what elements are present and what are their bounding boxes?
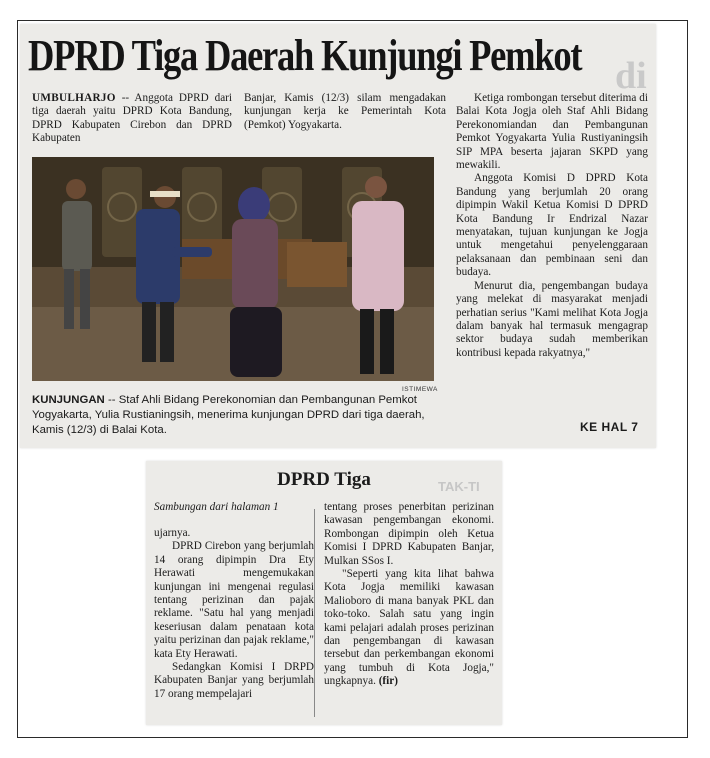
- dateline: UMBULHARJO: [32, 92, 116, 104]
- paragraph: DPRD Cirebon yang berjumlah 14 orang dipimpin Dra Ety Herawati mengemukakan kunjungan ini mengenai regulasi tentang perizinan dan pajak reklame. "Satu hal yang menjadi keseriusan dalam penataan kota yaitu perizinan dan pajak reklame," kata Ety Herawati.: [154, 540, 314, 660]
- main-article-clipping: [20, 24, 656, 448]
- paragraph: tentang proses penerbitan perizinan kawasan pengembangan ekonomi. Rombongan dipimpin oleh Ketua Komisi I DPRD Kabupaten Banjar, Mulkan SSos I.: [324, 501, 494, 567]
- paragraph: Anggota Komisi D DPRD Kota Bandung yang berjumlah 20 orang dipimpin Wakil Ketua Komisi D DPRD Kota Bandung Ir Endrizal Nazar menyatakan, tujuan kunjungan ke Jogja untuk mengetahui penyelenggaraan pelaksanaan dan pembinaan seni dan budaya.: [456, 172, 648, 279]
- news-photo: [32, 157, 434, 381]
- caption-text: -- Staf Ahli Bidang Perekonomian dan Pembangunan Pemkot Yogyakarta, Yulia Rustianingsih, menerima kunjungan DPRD dari tiga daerah, Kamis (12/3) di Balai Kota.: [32, 394, 425, 436]
- continuation-column-1: [154, 527, 314, 701]
- paragraph: Menurut dia, pengembangan budaya yang melekat di masyarakat menjadi perhatian serius "Kami melihat Kota Jogja dalam banyak hal termasuk mengagrap sektor budaya sudah memberikan kontribusi kepada rakyatnya,": [456, 279, 648, 359]
- headline: DPRD Tiga Daerah Kunjungi Pemkot: [28, 31, 582, 80]
- paragraph: [324, 568, 494, 689]
- continuation-column-2: [324, 501, 494, 689]
- article-column-2: [244, 92, 446, 132]
- continued-from-label: Sambungan dari halaman 1: [154, 501, 279, 513]
- paragraph: ujarnya.: [154, 527, 191, 539]
- article-column-3: [456, 92, 648, 360]
- quote-paragraph: "Seperti yang kita lihat bahwa Kota Jogja memiliki kawasan Malioboro di mana banyak PKL dan toko-toko. Salah satu yang ingin kami pelajari adalah proses perizinan dan pengembangan di kawasan tersebut dan perkembangan ekonomi yang tumbuh di Kota Jogja," ungkapnya.: [324, 568, 494, 688]
- article-column-1: [32, 92, 232, 146]
- author-signoff: (fir): [378, 675, 398, 688]
- paragraph: Sedangkan Komisi I DRPD Kabupaten Banjar yang berjumlah 17 orang mempelajari: [154, 661, 314, 700]
- continued-on-page: KE HAL 7: [580, 420, 639, 434]
- column-divider: [314, 509, 315, 717]
- paragraph: Banjar, Kamis (12/3) silam mengadakan kunjungan kerja ke Pemerintah Kota (Pemkot) Yogyakarta.: [244, 92, 446, 131]
- bleed-through-text: di: [615, 55, 647, 97]
- continuation-clipping: [146, 461, 502, 725]
- caption-lead: KUNJUNGAN: [32, 394, 105, 406]
- paragraph: Ketiga rombongan tersebut diterima di Balai Kota Jogja oleh Staf Ahli Bidang Perekonomiandan dan Pembangunan Pemkot Yogyakarta Yulia Rustiyaningsih SIP MPA beserta jajaran SKPD yang mewakili.: [456, 92, 648, 172]
- bleed-through-text: TAK-TI: [438, 479, 480, 494]
- continuation-title: DPRD Tiga: [277, 469, 371, 490]
- lead-paragraph: -- Anggota DPRD dari tiga daerah yaitu DPRD Kota Bandung, DPRD Kabupaten Cirebon dan DPRD Kabupaten: [32, 92, 232, 145]
- photo-credit: ISTIMEWA: [402, 386, 438, 393]
- photo-caption: [32, 393, 452, 438]
